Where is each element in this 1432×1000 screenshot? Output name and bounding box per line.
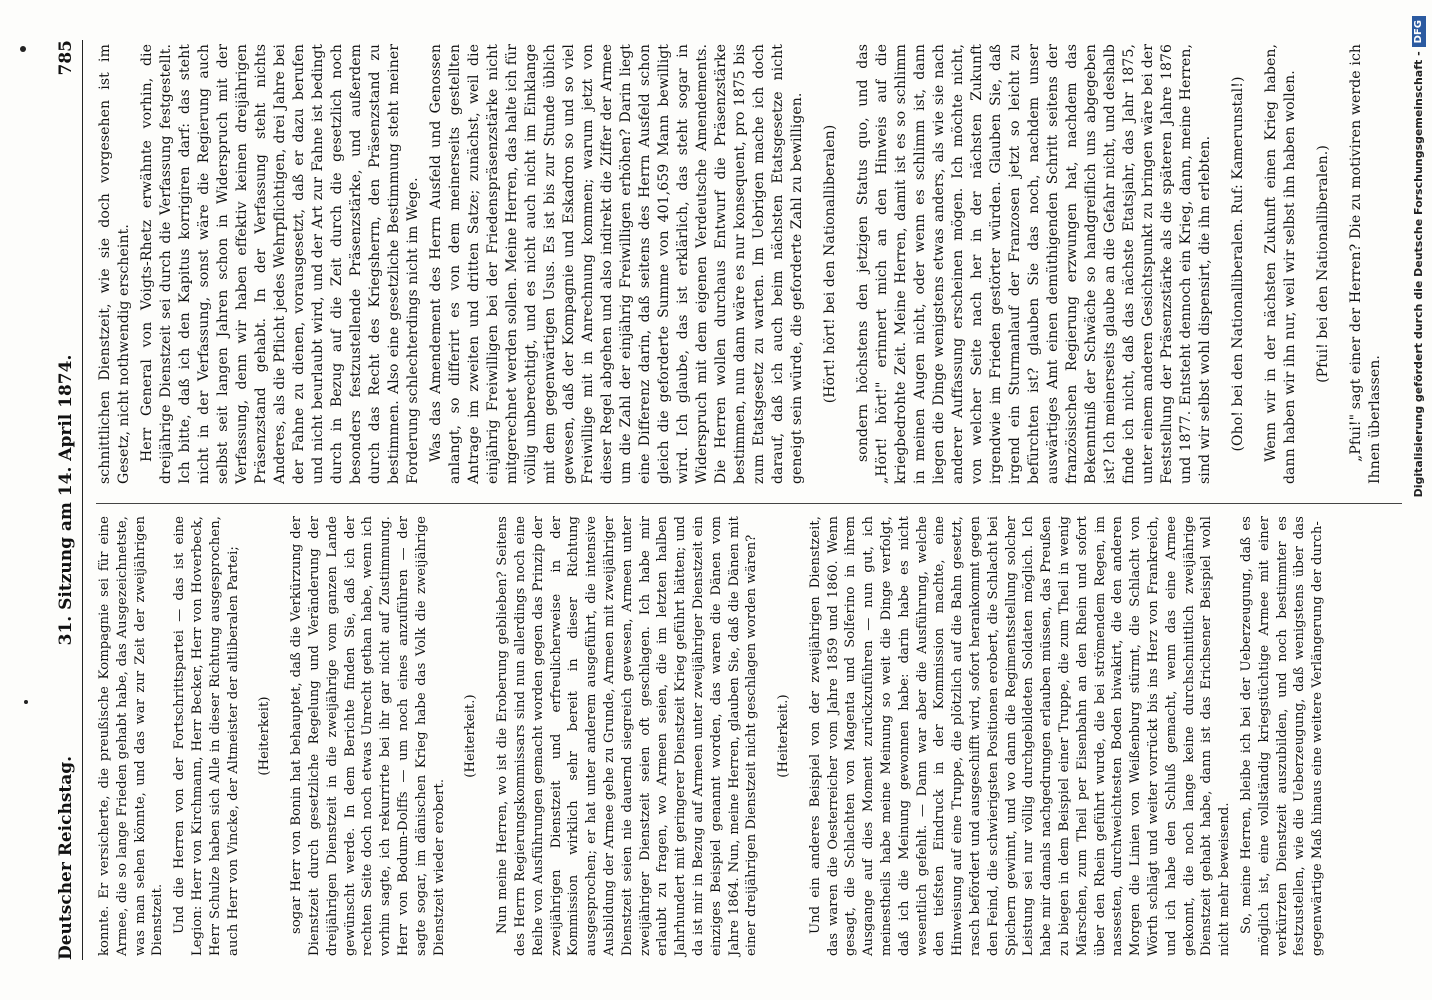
interjection: (Pfui! bei den Nationalliberalen.) [1315, 145, 1331, 383]
paragraph: sogar Herr von Bonin hat behauptet, daß die Verkürzung der Dienstzeit durch gesetzliche Regelung und Veränderung der dreijährigen Dienstzeit in die zweijährige vom ganzen Lande gewünscht werde. In dem Berichte finden Sie, daß ich der rechten Seite doch noch etwas Unrecht gethan habe, wenn ich vorhin sagte, ich rekurrirte bei ihr gar nicht auf Zustimmung. Herr von Bodum-Dolffs — um noch eines anzuführen — der sagte sogar, im dänischen Krieg habe das Volk die zweijährige Dienstzeit wieder erobert. [289, 516, 447, 956]
page-header [52, 40, 83, 960]
paragraph: Und ein anderes Beispiel von der zweijährigen Dienstzeit, das waren die Oesterreicher vom Jahre 1859 und 1860. Wenn gesagt, die Schlachten von Magenta und Solferino in ihrem Ausgange auf dies Moment zurückzuführen — nun gut, ich meinestheils habe meine Meinung so weit die Dinge verfolgt, daß ich die Meinung gewonnen habe: darin habe es nicht wesentlich gefehlt. — Dann war aber die Ausführung, welche den tiefsten Eindruck in der Kommission machte, eine Hinweisung auf eine Truppe, die plötzlich auf die Bahn gesetzt, rasch befördert und ausgeschifft wird, sofort herankommt gegen den Feind, die schwierigsten Positionen erobert, die Schlacht bei Spichern gewinnt, und wo dann die Regimentsstellung solcher Leistung sei nur völlig durchgebildeten Soldaten möglich. Ich habe mir damals nachgedrungen erlauben müssen, das Preußen zu biegen in dem Beispiel einer Truppe, die zum Theil in wenig Märschen, zum Theil per Eisenbahn an den Rhein und sofort über den Rhein geführt wurde, die bei strömendem Regen, im nassesten, durchweichtesten Boden biwakirt, die den anderen Morgen die Linien von Weißenburg stürmt, die Schlacht von Wörth schlägt und weiter vorrückt bis ins Herz von Frankreich, und ich habe den Schluß gemacht, wenn das eine Armee gekonnt, die noch lange keine durchschnittlich zweijährige Dienstzeit gehabt habe, dann ist das Erichsener Beispiel wohl nicht mehr beweisend. [807, 516, 1233, 956]
paragraph: Und die Herren von der Fortschrittspartei — das ist eine Legion: Herr von Kirchmann, Herr Becker, Herr von Hoverbeck, Herr Schulze haben sich Alle in dieser Richtung ausgesprochen, auch Herr von Vincke, der Altmeister der altliberalen Partei; [172, 516, 241, 956]
page-number: 785 [56, 40, 76, 76]
credit-text: Digitalisierung gefördert durch die Deutsche Forschungsgemeinschaft - [1412, 51, 1425, 498]
column-divider [96, 503, 1402, 504]
paragraph: So, meine Herren, bleibe ich bei der Ueberzeugung, daß es möglich ist, eine vollständig kriegstüchtige Armee mit einer verkürzten Dienstzeit auszubilden, und noch bestimmter es festzustellen, wie die Ueberzeugung, daß wenigstens über das gegenwärtige Maß hinaus eine weitere Verlängerung der durch- [1239, 516, 1326, 956]
header-publication: Deutscher Reichstag. [56, 755, 76, 960]
interjection: (Heiterkeit) [257, 696, 273, 776]
paragraph: Wenn wir in der nächsten Zukunft einen Krieg haben, dann haben wir ihn nur, weil wir selbst ihn haben wollen. [1263, 44, 1298, 484]
paragraph: sondern höchstens den jetzigen Status quo, und das „Hört! hört!" erinnert mich an den Hinweis auf die kriegbedrohte Zeit. Meine Herren, damit ist es so schlimm in meinen Augen nicht, oder wenn es schlimm ist, dann liegen die Dinge wenigstens etwas anders, als wie sie nach anderer Auffassung erscheinen mögen. Ich möchte nicht, von welcher Seite nach her in der nächsten Zukunft irgendwie im Frieden gestörter würden. Glauben Sie, daß irgend ein Sturmanlauf der Franzosen jetzt so leicht zu befürchten ist? glauben Sie das noch, nachdem unser auswärtiges Amt einen demüthigenden Schritt seitens der französischen Regierung erzwungen hat, nachdem das Bekenntniß der Schwäche so handgreiflich uns abgegeben ist? Ich meinerseits glaube an die Gefahr nicht, und deshalb finde ich nicht, daß das nächste Etatsjahr, das Jahr 1875, unter einem anderen Gesichtspunkt zu bringen wäre bei der Feststellung der Präsenzstärke als die späteren Jahre 1876 und 1877. Entsteht dennoch ein Krieg, dann, meine Herren, sind wir selbst wohl dispensirt, die ihn erlebten. [855, 44, 1213, 484]
paragraph: Was das Amendement des Herrn Ausfeld und Genossen anlangt, so differirt es von dem meinerseits gestellten Antrage im zweiten und dritten Satze; zunächst, weil die einjährig Freiwilligen bei der Friedenspräsenzstärke nicht mitgerechnet werden sollen. Meine Herren, das halte ich für völlig unberechtigt, und es nicht auch nicht im Einklange mit dem gegenwärtigen Usus. Es ist bis zur Stunde üblich gewesen, daß der Kompagnie und Eskadron so und so viel Freiwillige mit in Anrechnung kommen; warum jetzt von dieser Regel abgehen und also indirekt die Ziffer der Armee um die Zahl der einjährig Freiwilligen erhöhen? Darin liegt eine Differenz darin, daß seitens des Herrn Ausfeld schon gleich die geforderte Summe von 401,659 Mann bewilligt wird. Ich glaube, das ist erklärlich, das steht sogar in Widerspruch mit dem eigenen Verdeutsche Amendements. Die Herren wollen durchaus Entwurf die Präsenzstärke bestimmen, nun dann wäre es nur konsequent, pro 1875 bis zum Etatsgesetz zu warten. Im Uebrigen mache ich doch darauf, daß ich auch beim nächsten Etatsgesetze nicht geneigt sein würde, die geforderte Zahl zu bewilligen. [428, 44, 805, 484]
interjection: (Oho! bei den Nationalliberalen. Ruf: Kamerunstal!) [1230, 76, 1246, 452]
scan-speck [20, 46, 26, 52]
interjection: (Heiterkeit.) [776, 694, 792, 778]
paragraph: konnte. Er versicherte, die preußische Kompagnie sei für eine Armee, die so lange Frieden gehabt habe, das Ausgezeichnetste, was man sehen könnte, und das war zur Zeit der zweijährigen Dienstzeit. [97, 516, 166, 956]
header-session: 31. Sitzung am 14. April 1874. [56, 354, 76, 646]
paragraph: Nun meine Herren, wo ist die Eroberung geblieben? Seitens des Herrn Regierungskommissars sind nun allerdings noch eine Reihe von Ausführungen gemacht worden gegen das Prinzip der zweijährigen Dienstzeit und erfreulicherweise in der Kommission wirklich sehr bereit in dieser Richtung ausgesprochen; er hat unter anderem ausgeführt, die intensive Ausbildung der Armee gehe zu Grunde, Armeen mit zweijähriger Dienstzeit seien nie dauernd siegreich gewesen, Armeen unter zweijähriger Dienstzeit seien oft geschlagen. Ich habe mir erlaubt zu fragen, wo Armeen seien, die im letzten halben Jahrhundert mit geringerer Dienstzeit Krieg geführt hätten; und da ist mir in Bezug auf Armeen unter zweijähriger Dienstzeit ein einziges Beispiel genannt worden, das waren die Dänen vom Jahre 1864. Nun, meine Herren, glauben Sie, daß die Dänen mit einer dreijährigen Dienstzeit nicht geschlagen worden wären? [495, 516, 760, 956]
left-column [96, 516, 1402, 956]
right-column [96, 44, 1402, 484]
interjection: (Hört! hört! bei den Nationalliberalen) [822, 124, 838, 404]
paragraph: „Pfui!" sagt einer der Herren? Die zu motiviren werde ich Ihnen überlassen. [1348, 44, 1383, 484]
digitization-credit [1408, 16, 1430, 984]
scan-speck [24, 700, 28, 704]
paragraph: schnittlichen Dienstzeit, wie sie doch vorgesehen ist im Gesetz, nicht nothwendig erscheint. [97, 44, 132, 484]
paragraph: Herr General von Voigts-Rhetz erwähnte vorhin, die dreijährige Dienstzeit sei durch die Verfassung festgestellt. Ich bitte, daß ich den Kapitus korrigiren darf: das steht nicht in der Verfassung, sonst wäre die Regierung auch selbst seit langen Jahren schon in Widerspruch mit der Verfassung, denn wir haben effektiv keinen dreijährigen Präsenzstand gehabt. In der Verfassung steht nichts Anderes, als die Pflicht jedes Wehrpflichtigen, drei Jahre bei der Fahne zu dienen, vorausgesetzt, daß er dazu berufen und nicht beurlaubt wird, und der Art zur Fahne ist bedingt durch in Bezug auf die Zeit durch die gesetzlich noch besonders festzustellende Präsenzstärke, und außerdem durch das Recht des Kriegsherrn, den Präsenzstand zu bestimmen. Also eine gesetzliche Bestimmung steht meiner Forderung schlechterdings nicht im Wege. [139, 44, 421, 484]
interjection: (Heiterkeit.) [463, 694, 479, 778]
dfg-logo-icon: DFG [1412, 16, 1426, 47]
